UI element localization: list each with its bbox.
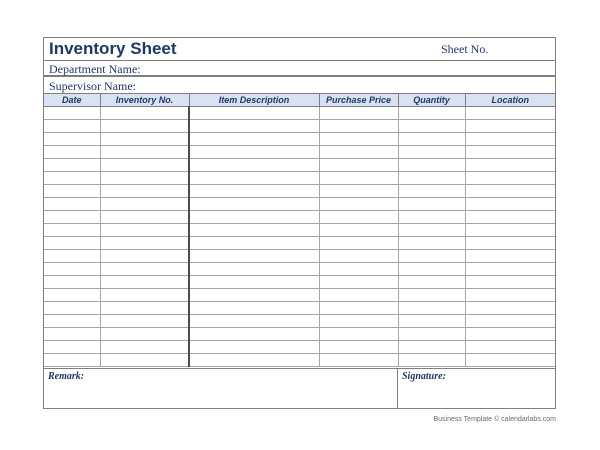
table-row <box>44 250 555 263</box>
table-cell[interactable] <box>465 328 555 341</box>
table-cell[interactable] <box>100 315 189 328</box>
table-row <box>44 315 555 328</box>
table-cell[interactable] <box>398 172 465 185</box>
table-cell[interactable] <box>319 328 398 341</box>
table-row <box>44 263 555 276</box>
remark-cell[interactable] <box>44 369 398 408</box>
template-credit: Business Template © calendarlabs.com <box>433 416 556 423</box>
table-cell[interactable] <box>465 172 555 185</box>
table-cell[interactable] <box>189 211 319 224</box>
table-cell[interactable] <box>398 315 465 328</box>
column-header-location: Location <box>465 94 555 107</box>
table-cell[interactable] <box>44 341 100 354</box>
table-row <box>44 211 555 224</box>
table-cell[interactable] <box>465 302 555 315</box>
table-cell[interactable] <box>44 172 100 185</box>
table-cell[interactable] <box>44 133 100 146</box>
table-cell[interactable] <box>100 302 189 315</box>
table-cell[interactable] <box>465 250 555 263</box>
column-header-purchase-price: Purchase Price <box>319 94 398 107</box>
table-cell[interactable] <box>100 120 189 133</box>
table-cell[interactable] <box>465 224 555 237</box>
table-cell[interactable] <box>100 133 189 146</box>
table-cell[interactable] <box>189 341 319 354</box>
table-cell[interactable] <box>44 185 100 198</box>
page-title: Inventory Sheet <box>49 39 177 58</box>
table-cell[interactable] <box>189 315 319 328</box>
table-cell[interactable] <box>319 133 398 146</box>
table-row <box>44 354 555 367</box>
table-cell[interactable] <box>398 224 465 237</box>
table-cell[interactable] <box>100 354 189 367</box>
table-cell[interactable] <box>319 250 398 263</box>
table-cell[interactable] <box>100 185 189 198</box>
table-cell[interactable] <box>398 198 465 211</box>
table-cell[interactable] <box>398 120 465 133</box>
table-cell[interactable] <box>319 120 398 133</box>
table-cell[interactable] <box>44 120 100 133</box>
table-cell[interactable] <box>100 250 189 263</box>
table-cell[interactable] <box>465 146 555 159</box>
table-cell[interactable] <box>100 198 189 211</box>
table-cell[interactable] <box>398 211 465 224</box>
table-cell[interactable] <box>189 224 319 237</box>
table-cell[interactable] <box>189 172 319 185</box>
table-cell[interactable] <box>465 237 555 250</box>
column-header-date: Date <box>44 94 100 107</box>
table-row <box>44 289 555 302</box>
table-cell[interactable] <box>319 224 398 237</box>
table-cell[interactable] <box>44 211 100 224</box>
table-cell[interactable] <box>398 237 465 250</box>
table-cell[interactable] <box>319 354 398 367</box>
table-cell[interactable] <box>465 341 555 354</box>
table-cell[interactable] <box>44 328 100 341</box>
table-cell[interactable] <box>319 159 398 172</box>
table-cell[interactable] <box>189 276 319 289</box>
table-row <box>44 146 555 159</box>
table-cell[interactable] <box>319 263 398 276</box>
table-row <box>44 198 555 211</box>
table-cell[interactable] <box>319 107 398 120</box>
table-cell[interactable] <box>100 211 189 224</box>
table-row <box>44 341 555 354</box>
table-cell[interactable] <box>398 328 465 341</box>
table-cell[interactable] <box>398 302 465 315</box>
column-header-quantity: Quantity <box>398 94 465 107</box>
table-cell[interactable] <box>465 198 555 211</box>
table-cell[interactable] <box>100 276 189 289</box>
table-cell[interactable] <box>398 185 465 198</box>
inventory-sheet-form <box>43 37 556 409</box>
table-cell[interactable] <box>44 354 100 367</box>
department-row <box>44 61 555 77</box>
table-cell[interactable] <box>398 159 465 172</box>
table-cell[interactable] <box>319 211 398 224</box>
table-cell[interactable] <box>398 289 465 302</box>
table-cell[interactable] <box>100 341 189 354</box>
table-cell[interactable] <box>465 354 555 367</box>
table-cell[interactable] <box>189 250 319 263</box>
signature-label: Signature: <box>402 371 446 382</box>
table-cell[interactable] <box>44 159 100 172</box>
table-cell[interactable] <box>465 107 555 120</box>
table-cell[interactable] <box>398 107 465 120</box>
table-cell[interactable] <box>398 263 465 276</box>
column-header-item-description: Item Description <box>189 94 319 107</box>
table-row <box>44 237 555 250</box>
table-cell[interactable] <box>465 315 555 328</box>
table-cell[interactable] <box>189 120 319 133</box>
table-cell[interactable] <box>44 107 100 120</box>
table-cell[interactable] <box>100 263 189 276</box>
table-cell[interactable] <box>100 146 189 159</box>
table-cell[interactable] <box>44 224 100 237</box>
table-cell[interactable] <box>465 159 555 172</box>
table-row <box>44 302 555 315</box>
table-cell[interactable] <box>100 159 189 172</box>
table-cell[interactable] <box>319 276 398 289</box>
supervisor-row <box>44 77 555 93</box>
table-cell[interactable] <box>465 185 555 198</box>
table-cell[interactable] <box>100 107 189 120</box>
footer-row <box>44 368 555 408</box>
table-cell[interactable] <box>398 341 465 354</box>
table-cell[interactable] <box>319 185 398 198</box>
table-cell[interactable] <box>465 120 555 133</box>
table-cell[interactable] <box>465 289 555 302</box>
table-cell[interactable] <box>319 198 398 211</box>
table-cell[interactable] <box>44 237 100 250</box>
table-cell[interactable] <box>319 289 398 302</box>
table-row <box>44 224 555 237</box>
table-cell[interactable] <box>44 198 100 211</box>
table-cell[interactable] <box>189 302 319 315</box>
table-cell[interactable] <box>319 146 398 159</box>
table-cell[interactable] <box>44 289 100 302</box>
table-cell[interactable] <box>189 263 319 276</box>
remark-label: Remark: <box>48 371 85 382</box>
table-cell[interactable] <box>319 172 398 185</box>
table-cell[interactable] <box>44 263 100 276</box>
table-row <box>44 133 555 146</box>
table-cell[interactable] <box>319 315 398 328</box>
department-label: Department Name: <box>49 62 141 76</box>
table-cell[interactable] <box>319 341 398 354</box>
table-cell[interactable] <box>100 289 189 302</box>
table-cell[interactable] <box>189 146 319 159</box>
table-cell[interactable] <box>189 107 319 120</box>
table-cell[interactable] <box>44 302 100 315</box>
table-cell[interactable] <box>189 133 319 146</box>
table-cell[interactable] <box>465 276 555 289</box>
title-row <box>44 38 555 61</box>
table-cell[interactable] <box>44 276 100 289</box>
table-cell[interactable] <box>100 237 189 250</box>
table-row <box>44 120 555 133</box>
table-cell[interactable] <box>100 328 189 341</box>
table-cell[interactable] <box>100 224 189 237</box>
table-row <box>44 172 555 185</box>
column-header-inventory-no: Inventory No. <box>100 94 189 107</box>
table-row <box>44 328 555 341</box>
table-cell[interactable] <box>398 354 465 367</box>
signature-cell[interactable] <box>398 369 555 408</box>
table-cell[interactable] <box>189 185 319 198</box>
table-cell[interactable] <box>44 146 100 159</box>
table-header-row <box>44 94 555 107</box>
table-cell[interactable] <box>189 289 319 302</box>
table-cell[interactable] <box>189 328 319 341</box>
table-cell[interactable] <box>398 146 465 159</box>
table-cell[interactable] <box>189 198 319 211</box>
sheet-no-label: Sheet No. <box>441 42 489 56</box>
table-row <box>44 276 555 289</box>
supervisor-label: Supervisor Name: <box>49 79 136 93</box>
table-cell[interactable] <box>319 237 398 250</box>
table-cell[interactable] <box>465 211 555 224</box>
table-cell[interactable] <box>44 250 100 263</box>
table-cell[interactable] <box>189 159 319 172</box>
table-cell[interactable] <box>189 237 319 250</box>
table-row <box>44 107 555 120</box>
table-cell[interactable] <box>319 302 398 315</box>
table-row <box>44 185 555 198</box>
table-cell[interactable] <box>465 263 555 276</box>
table-cell[interactable] <box>189 354 319 367</box>
table-cell[interactable] <box>100 172 189 185</box>
table-cell[interactable] <box>398 250 465 263</box>
table-cell[interactable] <box>465 133 555 146</box>
table-cell[interactable] <box>398 133 465 146</box>
table-cell[interactable] <box>398 276 465 289</box>
table-cell[interactable] <box>44 315 100 328</box>
inventory-table <box>44 93 555 367</box>
table-row <box>44 159 555 172</box>
